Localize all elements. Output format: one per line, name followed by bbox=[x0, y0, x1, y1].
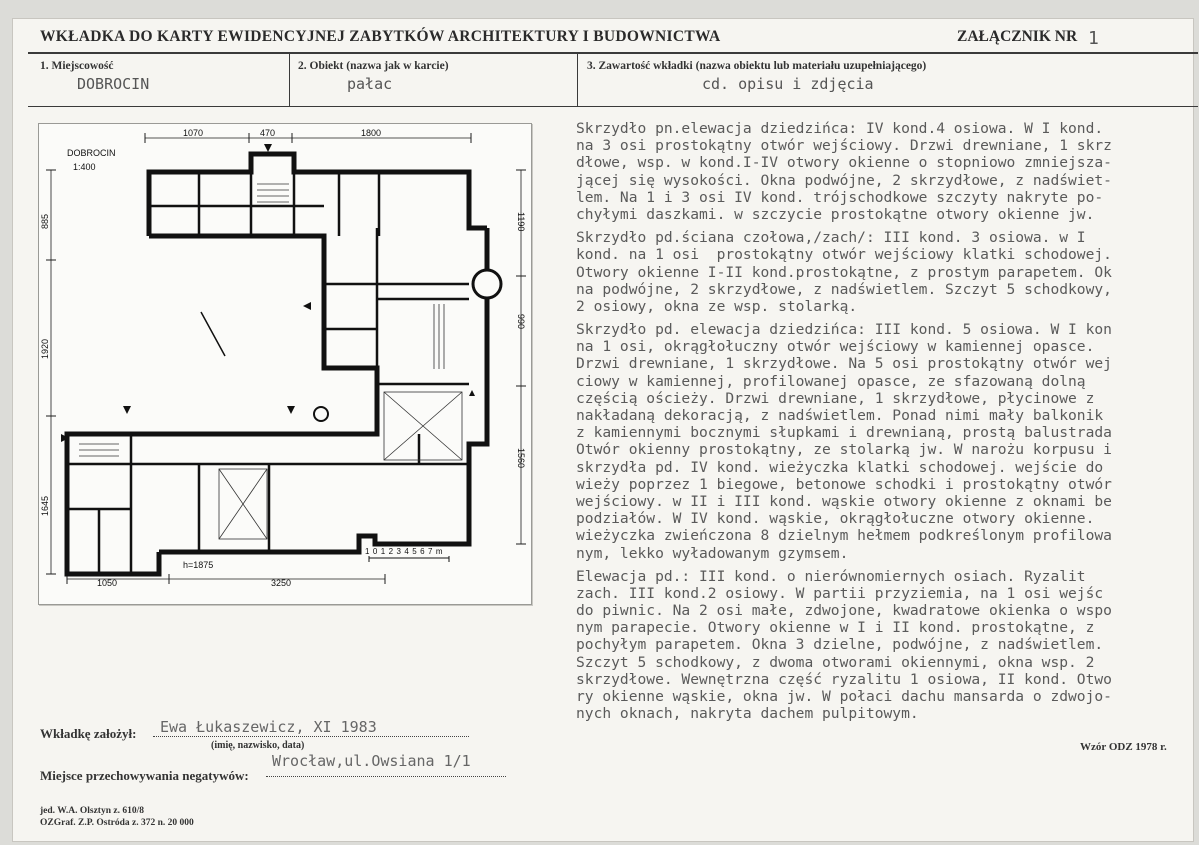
attachment-label: ZAŁĄCZNIK NR bbox=[957, 28, 1078, 45]
description-line: chyłymi daszkami. w szczycie prostokątne otwory okienne jw. bbox=[576, 205, 1095, 223]
description-line: wieży poprzez 1 biegowe, betonowe schodki i prostokątny otwór bbox=[576, 475, 1112, 493]
description-line: nych oknach, nakryta dachem pulpitowym. bbox=[576, 705, 919, 723]
description-text bbox=[576, 120, 1186, 722]
plan-dim-top-3: 1800 bbox=[361, 128, 382, 138]
description-line: nym parapecie. Otwory okienne w I i II kond. prostokątne, z bbox=[576, 619, 1095, 637]
field-divider bbox=[577, 53, 578, 107]
field-place-label: 1. Miejscowość bbox=[40, 60, 114, 72]
header-rule bbox=[28, 52, 1198, 54]
description-line: Skrzydło pn.elewacja dziedzińca: IV kond.4 osiowa. W I kond. bbox=[576, 120, 1104, 137]
storage-label: Miejsce przechowywania negatywów: bbox=[40, 768, 249, 783]
plan-dim-top-1: 1070 bbox=[183, 128, 204, 138]
description-line: 2 osiowy, okna ze wsp. stolarką. bbox=[576, 297, 858, 315]
description-line: skrzydła pd. IV kond. wieżyczka klatki schodowej. wejście do bbox=[576, 458, 1104, 476]
description-line: podziałów. W IV kond. wąskie, okrągłołuczne otwory okienne. bbox=[576, 510, 1095, 528]
fields-rule bbox=[28, 106, 1198, 107]
field-object-label: 2. Obiekt (nazwa jak w karcie) bbox=[298, 60, 449, 72]
storage-value: Wrocław,ul.Owsiana 1/1 bbox=[272, 752, 471, 770]
print-info-2: OZGraf. Z.P. Ostróda z. 372 n. 20 000 bbox=[40, 818, 194, 828]
card-title: WKŁADKA DO KARTY EWIDENCYJNEJ ZABYTKÓW ARCHITEKTURY I BUDOWNICTWA bbox=[40, 28, 721, 45]
plan-dim-bottom-1: 1050 bbox=[97, 578, 118, 588]
description-line: Elewacja pd.: III kond. o nierównomiernych osiach. Ryzalit bbox=[576, 567, 1086, 585]
description-line: wieżyczka zwieńczona 8 dzielnym hełmem podkreślonym profilowa bbox=[576, 527, 1112, 545]
plan-scale: 1:400 bbox=[73, 162, 96, 172]
plan-place: DOBROCIN bbox=[67, 148, 116, 158]
field-content-value: cd. opisu i zdjęcia bbox=[702, 75, 874, 93]
author-dotted-line bbox=[153, 736, 469, 737]
description-line: do piwnic. Na 2 osi małe, zdwojone, kwadratowe okienka o wspo bbox=[576, 602, 1112, 620]
description-line: Otwory okienne I-II kond.prostokątne, z prostym parapetem. Ok bbox=[576, 263, 1112, 281]
plan-height-note: h=1875 bbox=[183, 560, 214, 570]
attachment-number: 1 bbox=[1088, 28, 1099, 49]
author-label: Wkładkę założył: bbox=[40, 726, 137, 741]
plan-dim-top-2: 470 bbox=[260, 128, 276, 138]
floor-plan-drawing bbox=[39, 124, 531, 604]
plan-dim-right-2: 990 bbox=[516, 314, 526, 330]
description-line: lem. Na 1 i 3 osi IV kond. trójschodkowe szczyty nakryte po- bbox=[576, 188, 1104, 206]
description-line: nym, lekko wyładowanym gzymsem. bbox=[576, 544, 849, 562]
description-line: częścią ościeży. Drzwi drewniane, 1 skrzydłowe, płycinowe z bbox=[576, 389, 1095, 407]
description-line: Skrzydło pd. elewacja dziedzińca: III kond. 5 osiowa. W I kon bbox=[576, 321, 1112, 339]
author-value: Ewa Łukaszewicz, XI 1983 bbox=[160, 718, 377, 736]
plan-dim-bottom-2: 3250 bbox=[271, 578, 292, 588]
description-line: skrzydłowe. Wewnętrzna część ryzalitu 1 osiowa, II kond. Otwo bbox=[576, 670, 1112, 688]
description-line: jącej się wysokości. Okna podwójne, 2 skrzydłowe, z nadświet- bbox=[576, 171, 1112, 189]
description-line: zach. III kond.2 osiowy. W partii przyziemia, na 1 osi wejśc bbox=[576, 584, 1104, 602]
description-line: ry okienne wąskie, okna jw. W połaci dachu mansarda o zdwojo- bbox=[576, 688, 1112, 705]
field-divider bbox=[289, 53, 290, 107]
description-line: Drzwi drewniane, 1 skrzydłowe. Na 5 osi prostokątny otwór wej bbox=[576, 355, 1112, 373]
description-line: pochyłym parapetem. Okna 3 dzielne, podwójne, z nadświetlem. bbox=[576, 636, 1104, 654]
description-line: nakładaną dekoracją, z nadświetlem. Ponad nimi mały balkonik bbox=[576, 407, 1104, 424]
plan-dim-left-2: 1920 bbox=[40, 338, 50, 359]
plan-scale-bar: 1 0 1 2 3 4 5 6 7 m bbox=[365, 547, 444, 556]
field-object-value: pałac bbox=[347, 75, 393, 93]
description-line: dłowe, wsp. w kond.I-IV otwory okienne o stopniowo zmniejsza- bbox=[576, 154, 1112, 172]
storage-dotted-line bbox=[266, 776, 506, 777]
field-place-value: DOBROCIN bbox=[77, 75, 150, 93]
field-content-label: 3. Zawartość wkładki (nazwa obiektu lub materiału uzupełniającego) bbox=[587, 60, 927, 72]
description-line: na 1 osi, okrągłołuczny otwór wejściowy w kamiennej opasce. bbox=[576, 338, 1095, 356]
plan-dim-right-3: 1560 bbox=[516, 448, 526, 469]
description-line: na podwójne, 2 skrzydłowe, z nadświetlem. Szczyt 5 schodkowy, bbox=[576, 280, 1112, 298]
plan-dim-right-1: 1190 bbox=[516, 212, 526, 232]
print-info-1: jed. W.A. Olsztyn z. 610/8 bbox=[40, 806, 144, 816]
description-line: Otwór okienny prostokątny, ze stolarką jw. W narożu korpusu i bbox=[576, 441, 1112, 459]
description-line: ciowy w kamiennej, profilowanej opasce, ze sfazowaną dolną bbox=[576, 372, 1086, 390]
description-line: Skrzydło pd.ściana czołowa,/zach/: III kond. 3 osiowa. w I bbox=[576, 229, 1086, 247]
description-line: z kamiennymi bocznymi słupkami i drewnianą, prostą balustrada bbox=[576, 424, 1112, 442]
form-model: Wzór ODZ 1978 r. bbox=[1080, 741, 1167, 753]
floor-plan-photo bbox=[38, 123, 532, 605]
description-line: wejściowy. w II i III kond. wąskie otwory okienne z oknami be bbox=[576, 492, 1112, 510]
description-line: Szczyt 5 schodkowy, z dwoma otworami okiennymi, okna wsp. 2 bbox=[576, 653, 1095, 671]
description-line: kond. na 1 osi prostokątny otwór wejściowy klatki schodowej. bbox=[576, 246, 1112, 264]
description-line: na 3 osi prostokątny otwór wejściowy. Drzwi drewniane, 1 skrz bbox=[576, 137, 1112, 155]
plan-dim-left-1: 885 bbox=[40, 213, 50, 229]
author-hint: (imię, nazwisko, data) bbox=[211, 740, 305, 751]
plan-dim-left-3: 1645 bbox=[40, 495, 50, 516]
